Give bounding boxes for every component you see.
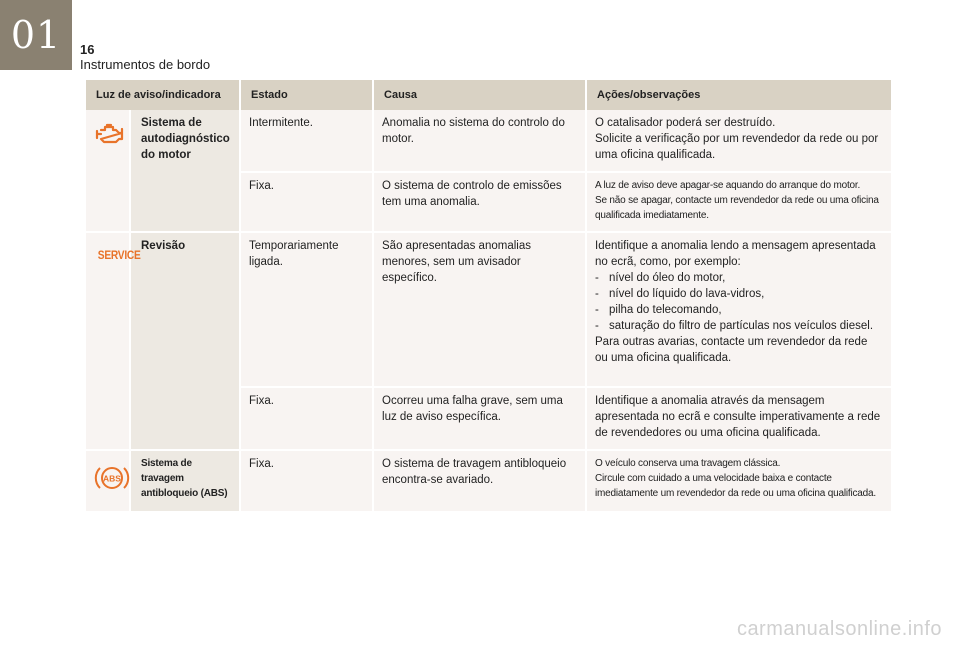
list-item: - nível do líquido do lava-vidros, [595, 286, 883, 302]
service-icon: SERVICE [97, 248, 141, 262]
service-action-outro: Para outras avarias, contacte um revendedor da rede ou uma oficina qualificada. [595, 336, 868, 364]
chapter-tab: 01 [0, 0, 72, 70]
engine-state-fixed: Fixa. [240, 172, 373, 232]
service-action-list [595, 270, 883, 334]
column-header-light: Luz de aviso/indicadora [86, 80, 240, 110]
engine-icon-cell [86, 110, 130, 232]
list-item: - pilha do telecomando, [595, 302, 883, 318]
engine-action-fixed: A luz de aviso deve apagar-se aquando do arranque do motor. Se não se apagar, contacte um revendedor da rede ou uma oficina qualificada imediatamente. [586, 172, 892, 232]
service-icon-cell [86, 232, 141, 450]
engine-light-name: Sistema de autodiagnóstico do motor [130, 110, 240, 232]
engine-action-flashing: O catalisador poderá ser destruído. Solicite a verificação por um revendedor da rede ou por uma oficina qualificada. [586, 110, 892, 172]
section-title: Instrumentos de bordo [80, 57, 211, 72]
page-number: 16 [80, 42, 95, 57]
service-state-fixed: Fixa. [240, 387, 373, 450]
engine-cause-fixed: O sistema de controlo de emissões tem uma anomalia. [373, 172, 586, 232]
column-header-state: Estado [240, 80, 373, 110]
abs-state-fixed: Fixa. [240, 450, 373, 512]
warning-lights-table [86, 80, 893, 513]
service-action-fixed: Identifique a anomalia através da mensagem apresentada no ecrã e consulte imperativamente a rede de revendedores ou uma oficina qualificada. [586, 387, 892, 450]
abs-action-fixed: O veículo conserva uma travagem clássica. Circule com cuidado a uma velocidade baixa e contacte imediatamente um revendedor da rede ou uma oficina qualificada. [586, 450, 892, 512]
table-row [86, 232, 892, 387]
abs-icon-cell [86, 450, 130, 512]
service-cause-temporary: São apresentadas anomalias menores, sem um avisador específico. [373, 232, 586, 387]
abs-warning-icon [94, 463, 130, 493]
list-item: - saturação do filtro de partículas nos veículos diesel. [595, 318, 883, 334]
table-header-row [86, 80, 892, 110]
abs-light-name: Sistema de travagem antibloqueio (ABS) [130, 450, 240, 512]
engine-check-icon [94, 122, 126, 146]
table-row [86, 110, 892, 172]
column-header-cause: Causa [373, 80, 586, 110]
watermark: carmanualsonline.info [736, 618, 942, 640]
engine-state-flashing: Intermitente. [240, 110, 373, 172]
table-row [86, 450, 892, 512]
abs-icon-label: ABS [103, 473, 121, 484]
list-item: - nível do óleo do motor, [595, 270, 883, 286]
service-action-temporary [586, 232, 892, 387]
service-light-name: Revisão [130, 232, 240, 450]
service-action-intro: Identifique a anomalia lendo a mensagem apresentada no ecrã, como, por exemplo: [595, 240, 876, 268]
column-header-actions: Ações/observações [586, 80, 892, 110]
service-cause-fixed: Ocorreu uma falha grave, sem uma luz de aviso específica. [373, 387, 586, 450]
service-state-temporary: Temporariamente ligada. [240, 232, 373, 387]
engine-cause-flashing: Anomalia no sistema do controlo do motor. [373, 110, 586, 172]
abs-cause-fixed: O sistema de travagem antibloqueio encontra-se avariado. [373, 450, 586, 512]
